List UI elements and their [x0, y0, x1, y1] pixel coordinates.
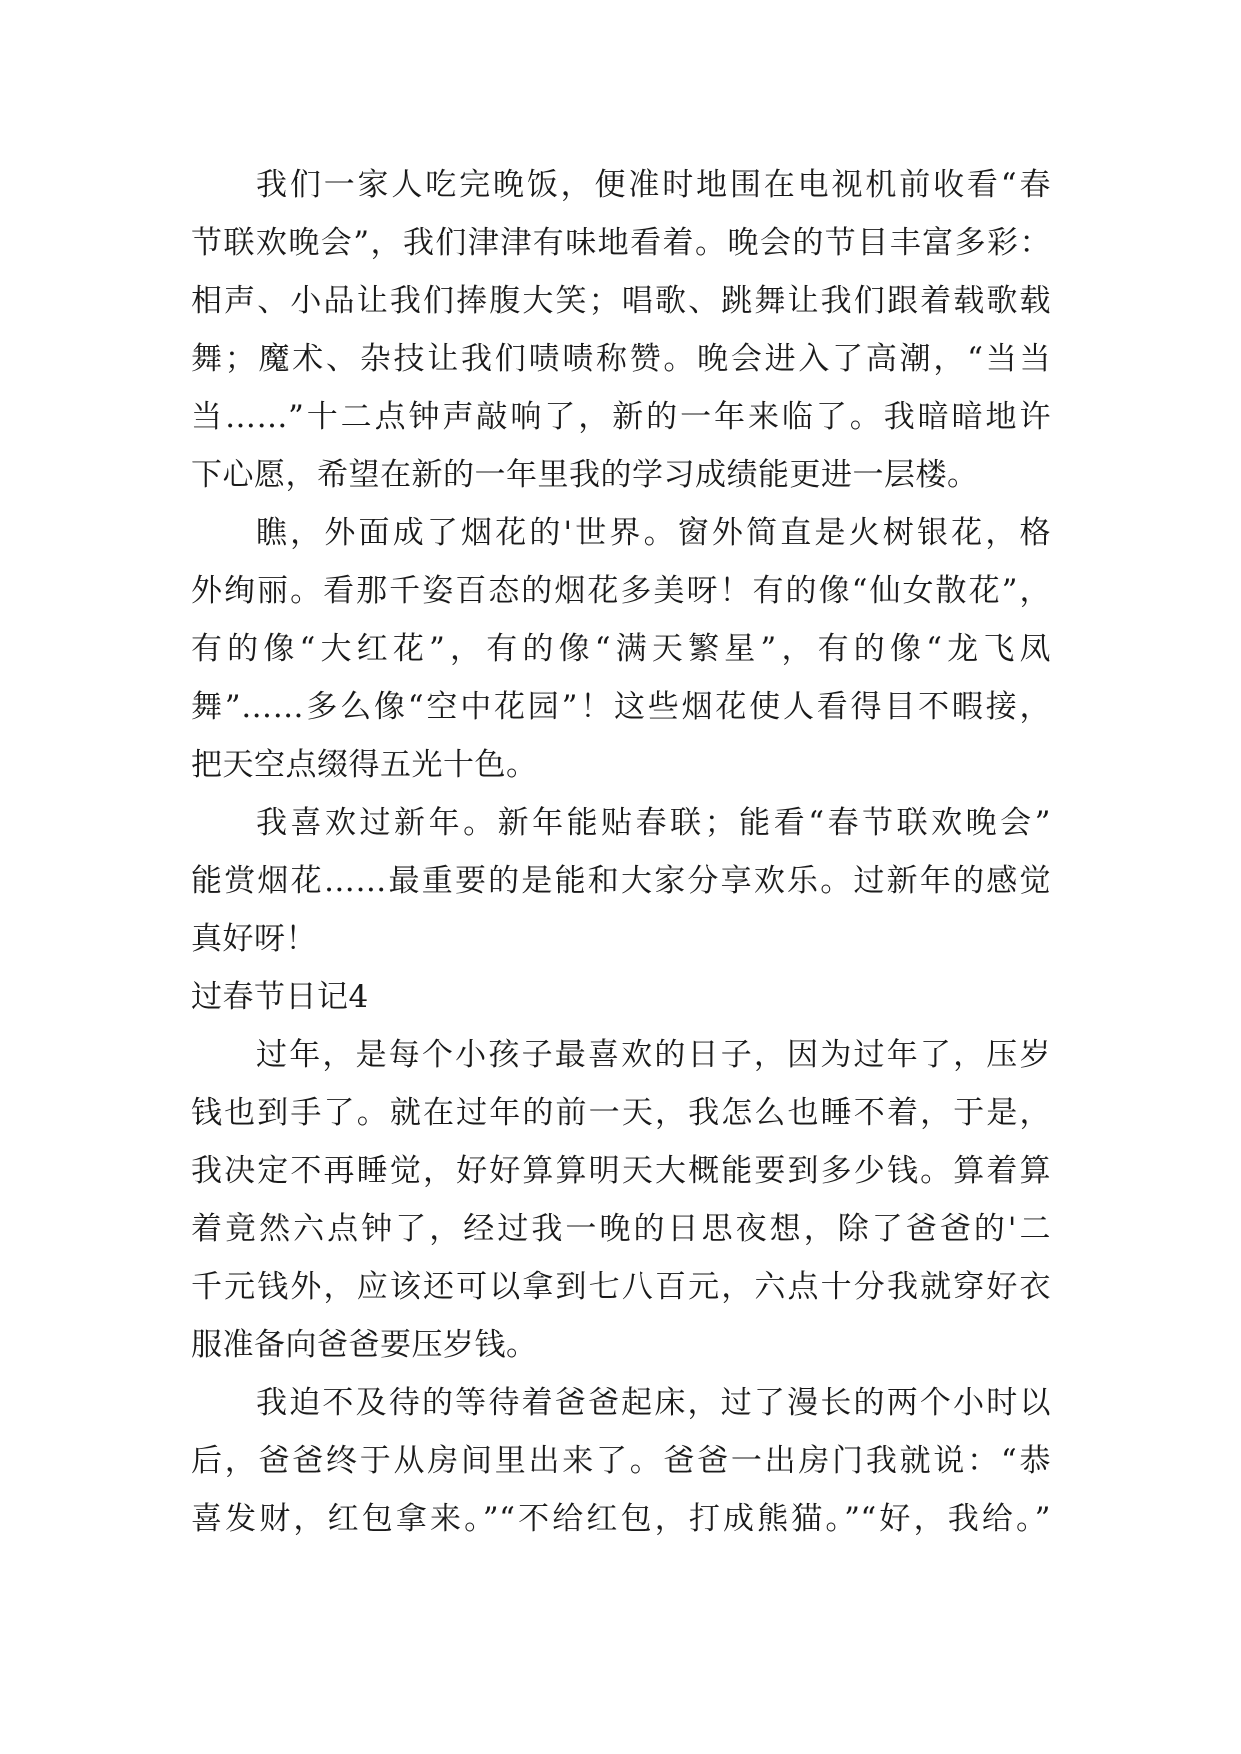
text-line: 舞；魔术、杂技让我们啧啧称赞。晚会进入了高潮，“当当 [191, 341, 1051, 377]
text-line: 喜发财，红包拿来。”“不给红包，打成熊猫。”“好，我给。” [191, 1501, 1051, 1537]
section-heading: 过春节日记4 [191, 979, 369, 1015]
text-line: 钱也到手了。就在过年的前一天，我怎么也睡不着，于是， [191, 1095, 1051, 1131]
text-line: 瞧，外面成了烟花的'世界。窗外简直是火树银花，格 [256, 515, 1051, 551]
text-line: 有的像“大红花”，有的像“满天繁星”，有的像“龙飞凤 [191, 631, 1051, 667]
text-line: 千元钱外，应该还可以拿到七八百元，六点十分我就穿好衣 [191, 1269, 1051, 1305]
text-line: 服准备向爸爸要压岁钱。 [191, 1327, 538, 1363]
text-line: 能赏烟花……最重要的是能和大家分享欢乐。过新年的感觉 [191, 863, 1051, 899]
text-line: 节联欢晚会”，我们津津有味地看着。晚会的节目丰富多彩： [191, 225, 1051, 261]
text-line: 过年，是每个小孩子最喜欢的日子，因为过年了，压岁 [256, 1037, 1051, 1073]
text-line: 当……”十二点钟声敲响了，新的一年来临了。我暗暗地许 [191, 399, 1051, 435]
text-line: 把天空点缀得五光十色。 [191, 747, 538, 783]
text-line: 真好呀！ [191, 921, 317, 957]
text-line: 下心愿，希望在新的一年里我的学习成绩能更进一层楼。 [191, 457, 979, 493]
text-line: 我决定不再睡觉，好好算算明天大概能要到多少钱。算着算 [191, 1153, 1051, 1189]
text-line: 舞”……多么像“空中花园”！这些烟花使人看得目不暇接， [191, 689, 1051, 725]
text-line: 外绚丽。看那千姿百态的烟花多美呀！有的像“仙女散花”， [191, 573, 1051, 609]
text-line: 我喜欢过新年。新年能贴春联；能看“春节联欢晚会” [256, 805, 1051, 841]
text-line: 后，爸爸终于从房间里出来了。爸爸一出房门我就说：“恭 [191, 1443, 1051, 1479]
text-line: 着竟然六点钟了，经过我一晚的日思夜想，除了爸爸的'二 [191, 1211, 1051, 1247]
text-line: 我迫不及待的等待着爸爸起床，过了漫长的两个小时以 [256, 1385, 1051, 1421]
text-line: 我们一家人吃完晚饭，便准时地围在电视机前收看“春 [256, 167, 1051, 203]
text-line: 相声、小品让我们捧腹大笑；唱歌、跳舞让我们跟着载歌载 [191, 283, 1051, 319]
